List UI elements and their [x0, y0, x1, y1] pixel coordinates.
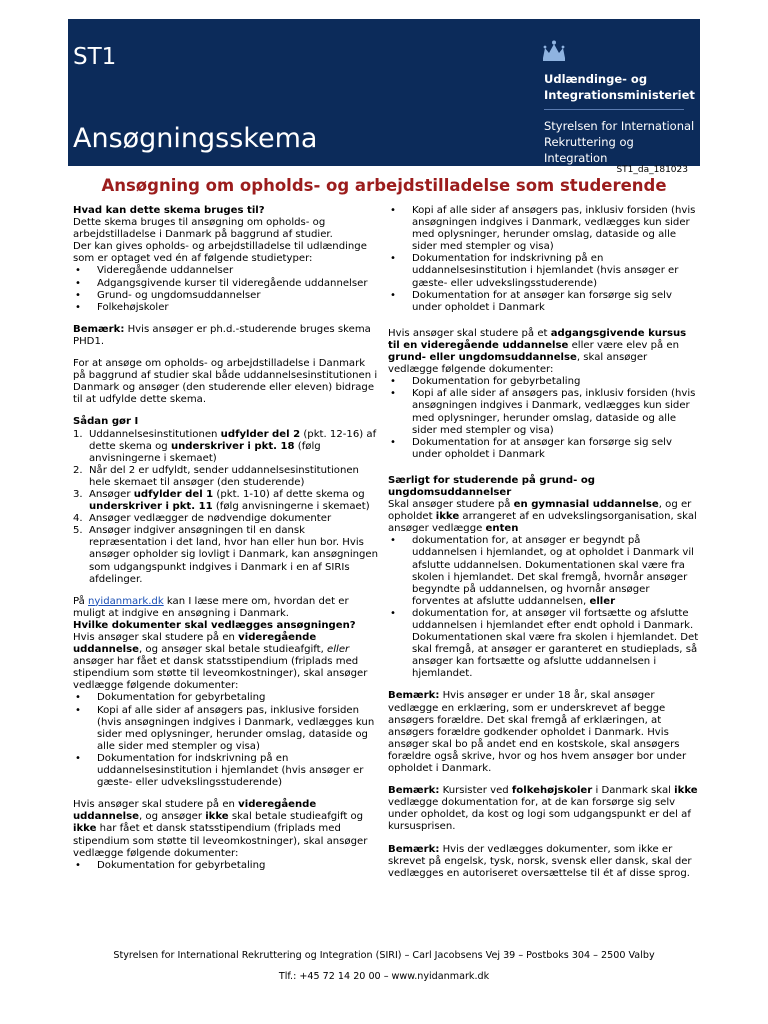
- document-id: ST1_da_181023: [616, 165, 688, 175]
- note-age: Bemærk: Hvis ansøger er under 18 år, skal ansøger vedlægge en erklæring, som er underskrevet af begge ansøgers forældre. Det skal fremgå af erklæringen, at ansøgers forældre godkender opholdet i Danmark. Hvis ansøger skal bo på andet end en kostskole, skal ansøgers forældre også skrive, hvor og hos hvem ansøger bor under opholdet i Danmark.: [388, 690, 687, 775]
- note-phd: Bemærk: Hvis ansøger er ph.d.-studerende bruges skema PHD1.: [73, 323, 371, 347]
- paragraph: Hvis ansøger skal studere på en videregående uddannelse, og ansøger ikke skal betale studieafgift og ikke har fået et dansk statsstipendium (friplads med stipendium som støtte til leveomkostninger), skal ansøger vedlægge følgende dokumenter:: [73, 799, 368, 859]
- list-item: • Kopi af alle sider af ansøgers pas, inklusive forsiden (hvis ansøgningen indgives i Danmark, vedlægges kun sider med oplysninger, herunder omslag, dataside og alle sider med stempler og visa): [73, 705, 379, 753]
- access-docs-list: [388, 376, 700, 461]
- paying-docs-list: [73, 692, 379, 789]
- section-heading: Hvad kan dette skema bruges til?: [73, 205, 265, 216]
- paragraph: Der kan gives opholds- og arbejdstilladelse til udlændinge som er optaget ved én af følgende studietyper:: [73, 241, 367, 265]
- header-banner: [68, 19, 700, 166]
- form-title: Ansøgningsskema: [73, 123, 318, 154]
- list-item: • Dokumentation for gebyrbetaling: [73, 860, 379, 872]
- list-item: • dokumentation for, at ansøger er begyndt på uddannelsen i hjemlandet, og at opholdet i Danmark vil afslutte uddannelsen. Dokumentationen skal være fra skolen i hjemlandet. Det skal fremgå, hvornår ansøger begyndte på uddannelsen, og hvornår ansøger forventes at afslutte uddannelsen, eller: [388, 535, 700, 608]
- study-types-list: [73, 265, 379, 313]
- list-item: • Kopi af alle sider af ansøgers pas, inklusiv forsiden (hvis ansøgningen indgives i Danmark, vedlægges kun sider med oplysninger, herunder omslag, dataside og alle sider med stempler og visa): [388, 388, 700, 436]
- logo-divider: [544, 109, 684, 110]
- list-item: • dokumentation for, at ansøger vil fortsætte og afslutte uddannelsen i hjemlandet efter endt ophold i Danmark. Dokumentationen skal være fra skolen i hjemlandet. Det skal fremgå, at ansøger er garanteret en studieplads, så ansøger kan fortsætte og afslutte uddannelsen i hjemlandet.: [388, 608, 700, 681]
- free-docs-list: [73, 860, 379, 872]
- list-item: • Dokumentation for at ansøger kan forsørge sig selv under opholdet i Danmark: [388, 290, 700, 314]
- list-item: 5. Ansøger indgiver ansøgningen til en dansk repræsentation i det land, hvor han eller hun bor. Hvis ansøger opholder sig lovligt i Danmark, kan ansøgningen som udgangspunkt indgives i Danmark i en af SIRIs afdelinger.: [73, 525, 379, 585]
- section-heading: Hvilke dokumenter skal vedlægges ansøgningen?: [73, 619, 356, 631]
- paragraph: Skal ansøger studere på en gymnasial uddannelse, og er opholdet ikke arrangeret af en udvekslingsorganisation, skal ansøger vedlægge enten: [388, 499, 697, 535]
- list-item: • Grund- og ungdomsuddannelser: [73, 290, 379, 302]
- paragraph-read-more: På nyidanmark.dk kan I læse mere om, hvordan det er muligt at indgive en ansøgning i Danmark.: [73, 595, 349, 619]
- paragraph: Dette skema bruges til ansøgning om opholds- og arbejdstilladelse i Danmark på baggrund af studier.: [73, 217, 333, 241]
- basic-docs-list: [388, 535, 700, 680]
- footer-contact: Tlf.: +45 72 14 20 00 – www.nyidanmark.dk: [278, 971, 490, 982]
- paragraph: Hvis ansøger skal studere på et adgangsgivende kursus til en videregående uddannelse eller være elev på en grund- eller ungdomsuddannelse, skal ansøger vedlægge følgende dokumenter:: [388, 327, 687, 376]
- list-item: 1. Uddannelsesinstitutionen udfylder del 2 (pkt. 12-16) af dette skema og underskriver i pkt. 18 (følg anvisningerne i skemaet): [73, 428, 377, 464]
- section-heading: Sådan gør I: [73, 416, 139, 428]
- steps-list: [73, 429, 379, 586]
- list-item: • Dokumentation for indskrivning på en uddannelsesinstitution i hjemlandet (hvis ansøger er gæste- eller udvekslingsstuderende): [73, 753, 379, 789]
- list-item: 3. Ansøger udfylder del 1 (pkt. 1-10) af dette skema og underskriver i pkt. 11 (følg anvisningerne i skemaet): [73, 488, 370, 513]
- list-item: • Adgangsgivende kurser til videregående uddannelser: [73, 278, 379, 290]
- form-code: ST1: [73, 44, 117, 70]
- left-column: [73, 205, 379, 872]
- agency-name: Styrelsen for International Rekruttering og Integration: [544, 119, 695, 165]
- list-item: • Dokumentation for gebyrbetaling: [73, 692, 379, 704]
- note-language: Bemærk: Hvis der vedlægges dokumenter, som ikke er skrevet på engelsk, tysk, norsk, svensk eller dansk, skal der vedlægges en autoriseret oversættelse til ét af disse sprog.: [388, 843, 692, 879]
- list-item: • Dokumentation for gebyrbetaling: [388, 376, 700, 388]
- free-docs-list-continued: [388, 205, 700, 314]
- section-heading: Særligt for studerende på grund- og ungdomsuddannelser: [388, 474, 596, 498]
- ministry-name: Udlændinge- og Integrationsministeriet: [544, 72, 695, 102]
- paragraph: Hvis ansøger skal studere på en videregående uddannelse, og ansøger skal betale studieafgift, eller ansøger har fået et dansk statsstipendium (friplads med stipendium som støtte til leveomkostninger), skal ansøger vedlægge følgende dokumenter:: [73, 632, 368, 692]
- page-title: Ansøgning om opholds- og arbejdstilladelse som studerende: [101, 176, 667, 195]
- list-item: • Dokumentation for at ansøger kan forsørge sig selv under opholdet i Danmark: [388, 437, 700, 461]
- crown-logo-icon: [540, 40, 568, 62]
- list-item: 2. Når del 2 er udfyldt, sender uddannelsesinstitutionen hele skemaet til ansøger (den studerende): [73, 464, 359, 488]
- note-folkehojskole: Bemærk: Kursister ved folkehøjskoler i Danmark skal ikke vedlægge dokumentation for, at de kan forsørge sig selv under opholdet, da kost og logi som udgangspunkt er del af kursusprisen.: [388, 785, 698, 833]
- paragraph: For at ansøge om opholds- og arbejdstilladelse i Danmark på baggrund af studier skal både uddannelsesinstitutionen i Danmark og ansøger (den studerende eller eleven) bidrage til at udfylde dette skema.: [73, 358, 378, 406]
- footer-address: Styrelsen for International Rekruttering og Integration (SIRI) – Carl Jacobsens Vej 39 – Postboks 304 – 2500 Valby: [113, 950, 655, 961]
- list-item: • Kopi af alle sider af ansøgers pas, inklusiv forsiden (hvis ansøgningen indgives i Danmark, vedlægges kun sider med oplysninger, herunder omslag, dataside og alle sider med stempler og visa): [388, 205, 700, 253]
- list-item: • Dokumentation for indskrivning på en uddannelsesinstitution i hjemlandet (hvis ansøger er gæste- eller udvekslingsstuderende): [388, 253, 700, 289]
- nyidanmark-link[interactable]: nyidanmark.dk: [88, 595, 164, 607]
- list-item: • Folkehøjskoler: [73, 302, 379, 314]
- list-item: 4. Ansøger vedlægger de nødvendige dokumenter: [73, 513, 332, 525]
- right-column: [388, 205, 700, 880]
- list-item: • Videregående uddannelser: [73, 265, 379, 277]
